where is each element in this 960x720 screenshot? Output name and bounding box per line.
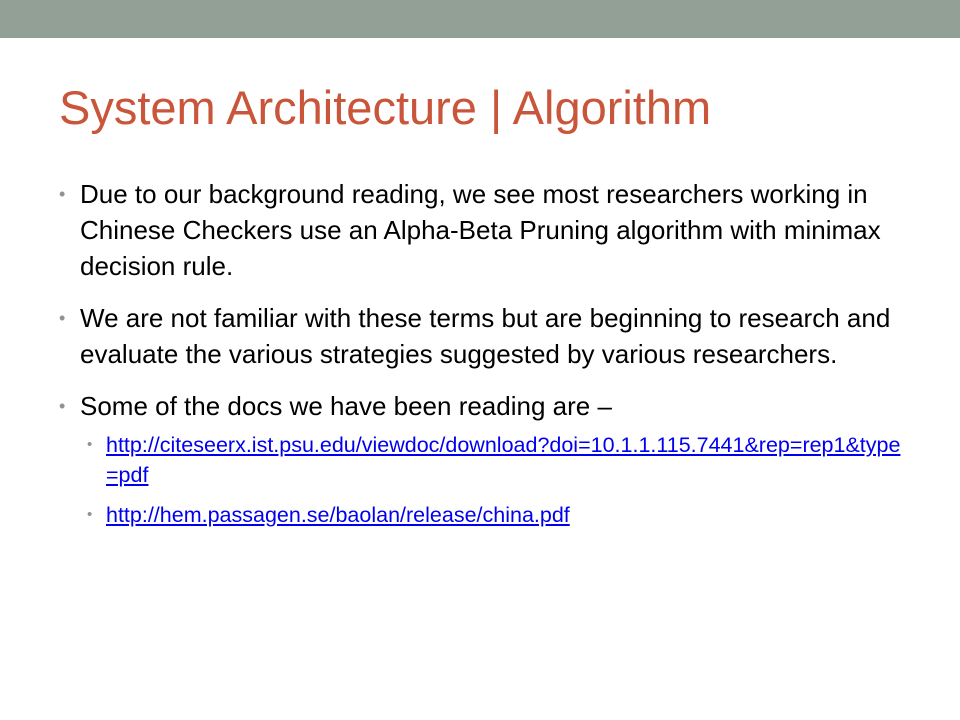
link-item-citeseerx — [80, 430, 908, 490]
link-list — [80, 430, 908, 530]
bullet-docs-reading — [58, 388, 908, 530]
passagen-link[interactable]: http://hem.passagen.se/baolan/release/china.pdf — [106, 503, 570, 527]
bullet-list — [58, 176, 908, 546]
citeseerx-link[interactable]: http://citeseerx.ist.psu.edu/viewdoc/download?doi=10.1.1.115.7441&rep=rep1&type=pdf — [106, 433, 901, 487]
link-item-passagen — [80, 500, 908, 530]
slide-title: System Architecture | Algorithm — [59, 81, 712, 134]
bullet-not-familiar: • We are not familiar with these terms but are beginning to research and evaluate the various strategies suggested by various researchers. — [58, 300, 908, 372]
bullet-background-reading: • Due to our background reading, we see most researchers working in Chinese Checkers use an Alpha-Beta Pruning algorithm with minimax decision rule. — [58, 176, 908, 284]
bullet-docs-reading-text: Some of the docs we have been reading are – — [80, 391, 612, 421]
top-accent-band — [0, 0, 960, 38]
